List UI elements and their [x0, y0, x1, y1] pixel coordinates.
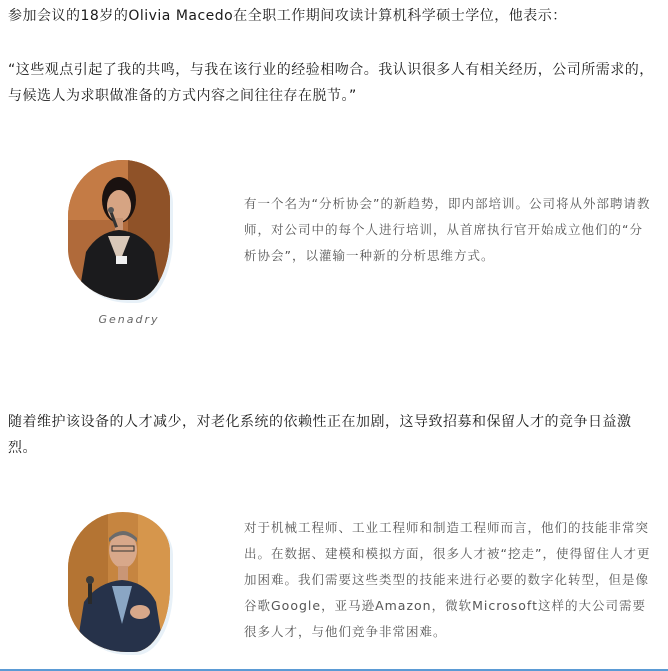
man-portrait-image [68, 512, 170, 652]
profile2-text: 对于机械工程师、工业工程师和制造工程师而言，他们的技能非常突出。在数据、建模和模拟方面，很多人才被“挖走”，使得留住人才更加困难。我们需要这些类型的技能来进行必要的数字化转型，但是像谷歌Google，亚马逊Amazon，微软Microsoft这样的大公司需要很多人才，与他们竞争非常困难。 [244, 520, 651, 639]
woman-portrait-image [68, 160, 170, 300]
quote-paragraph: “这些观点引起了我的共鸣，与我在该行业的经验相吻合。我认识很多人有相关经历，公司所需求的，与候选人为求职做准备的方式内容之间往往存在脱节。” [8, 62, 654, 104]
middle-paragraph: 随着维护该设备的人才减少，对老化系统的依赖性正在加剧，这导致招募和保留人才的竞争日益激烈。 [8, 414, 632, 456]
profile-photo-speaker [68, 512, 170, 652]
profile1-text: 有一个名为“分析协会”的新趋势，即内部培训。公司将从外部聘请教师，对公司中的每个人进行培训，从首席执行官开始成立他们的“分析协会”，以灌输一种新的分析思维方式。 [244, 196, 651, 263]
photo-caption: Genadry [98, 313, 160, 326]
intro-paragraph: 参加会议的18岁的Olivia Macedo在全职工作期间攻读计算机科学硕士学位，他表示： [8, 8, 567, 24]
profile-photo-genadry [68, 160, 170, 300]
